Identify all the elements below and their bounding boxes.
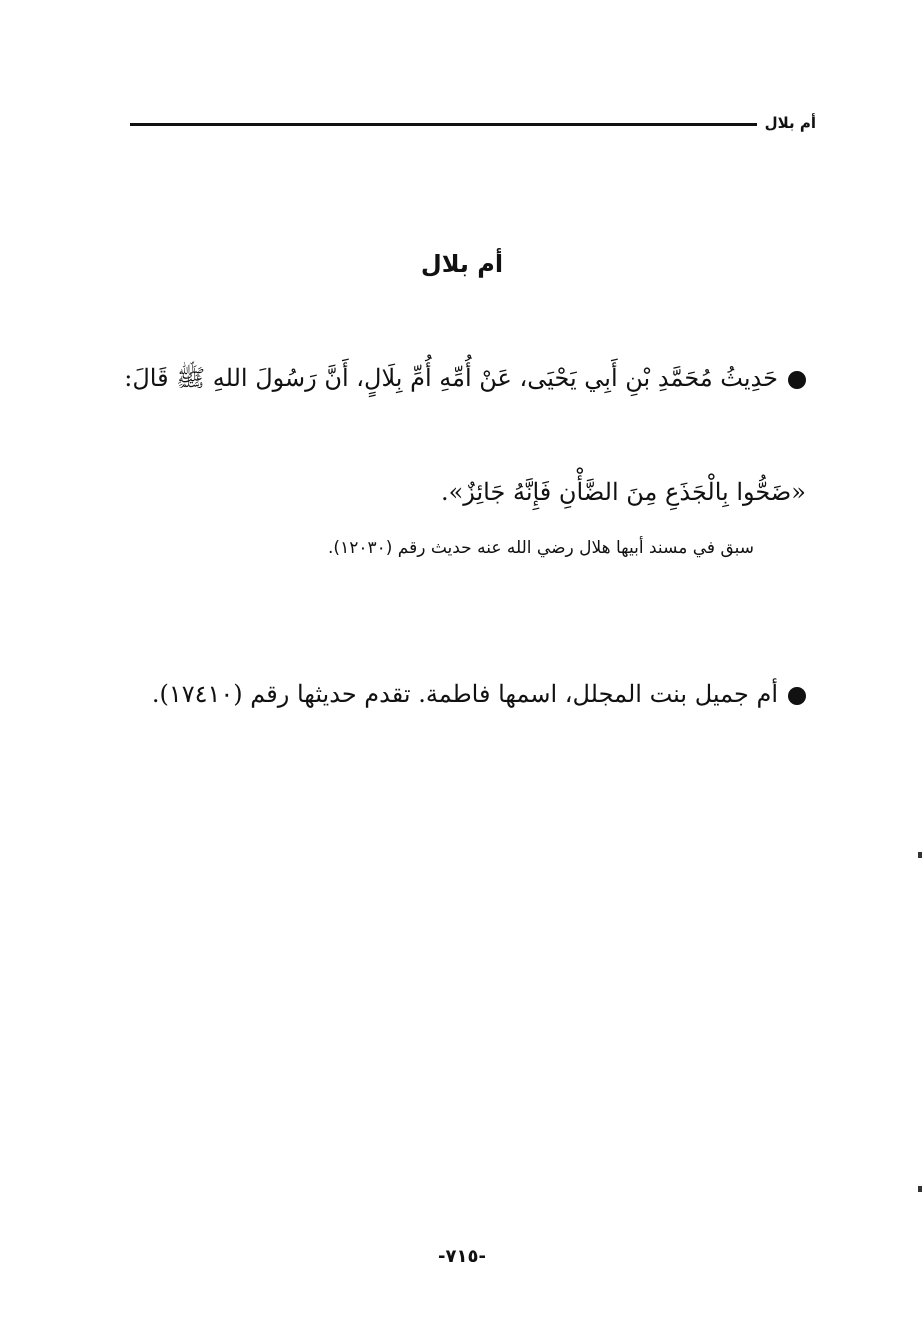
running-header [130,108,816,138]
scan-edge-mark [918,1186,922,1192]
header-rule [130,123,757,126]
running-header-title: أم بلال [764,114,816,132]
page-number: -٧١٥- [438,1246,486,1267]
narrator-entry [118,668,806,720]
bullet-icon [788,687,806,705]
section-title: أم بلال [420,250,504,278]
scan-edge-mark [918,852,922,858]
hadith-entry [118,352,806,404]
hadith-quote: «ضَحُّوا بِالْجَذَعِ مِنَ الضَّأْنِ فَإِنَّهُ جَائِزٌ». [440,478,806,506]
narrator-text: أم جميل بنت المجلل، اسمها فاطمة. تقدم حديثها رقم (١٧٤١٠). [151,680,778,708]
hadith-text: حَدِيثُ مُحَمَّدِ بْنِ أَبِي يَحْيَى، عَنْ أُمِّهِ أُمِّ بِلَالٍ، أَنَّ رَسُولَ اللهِ ﷺ قَالَ: [124,364,778,392]
bullet-icon [788,371,806,389]
cross-reference-note: سبق في مسند أبيها هلال رضي الله عنه حديث رقم (١٢٠٣٠). [328,538,754,558]
